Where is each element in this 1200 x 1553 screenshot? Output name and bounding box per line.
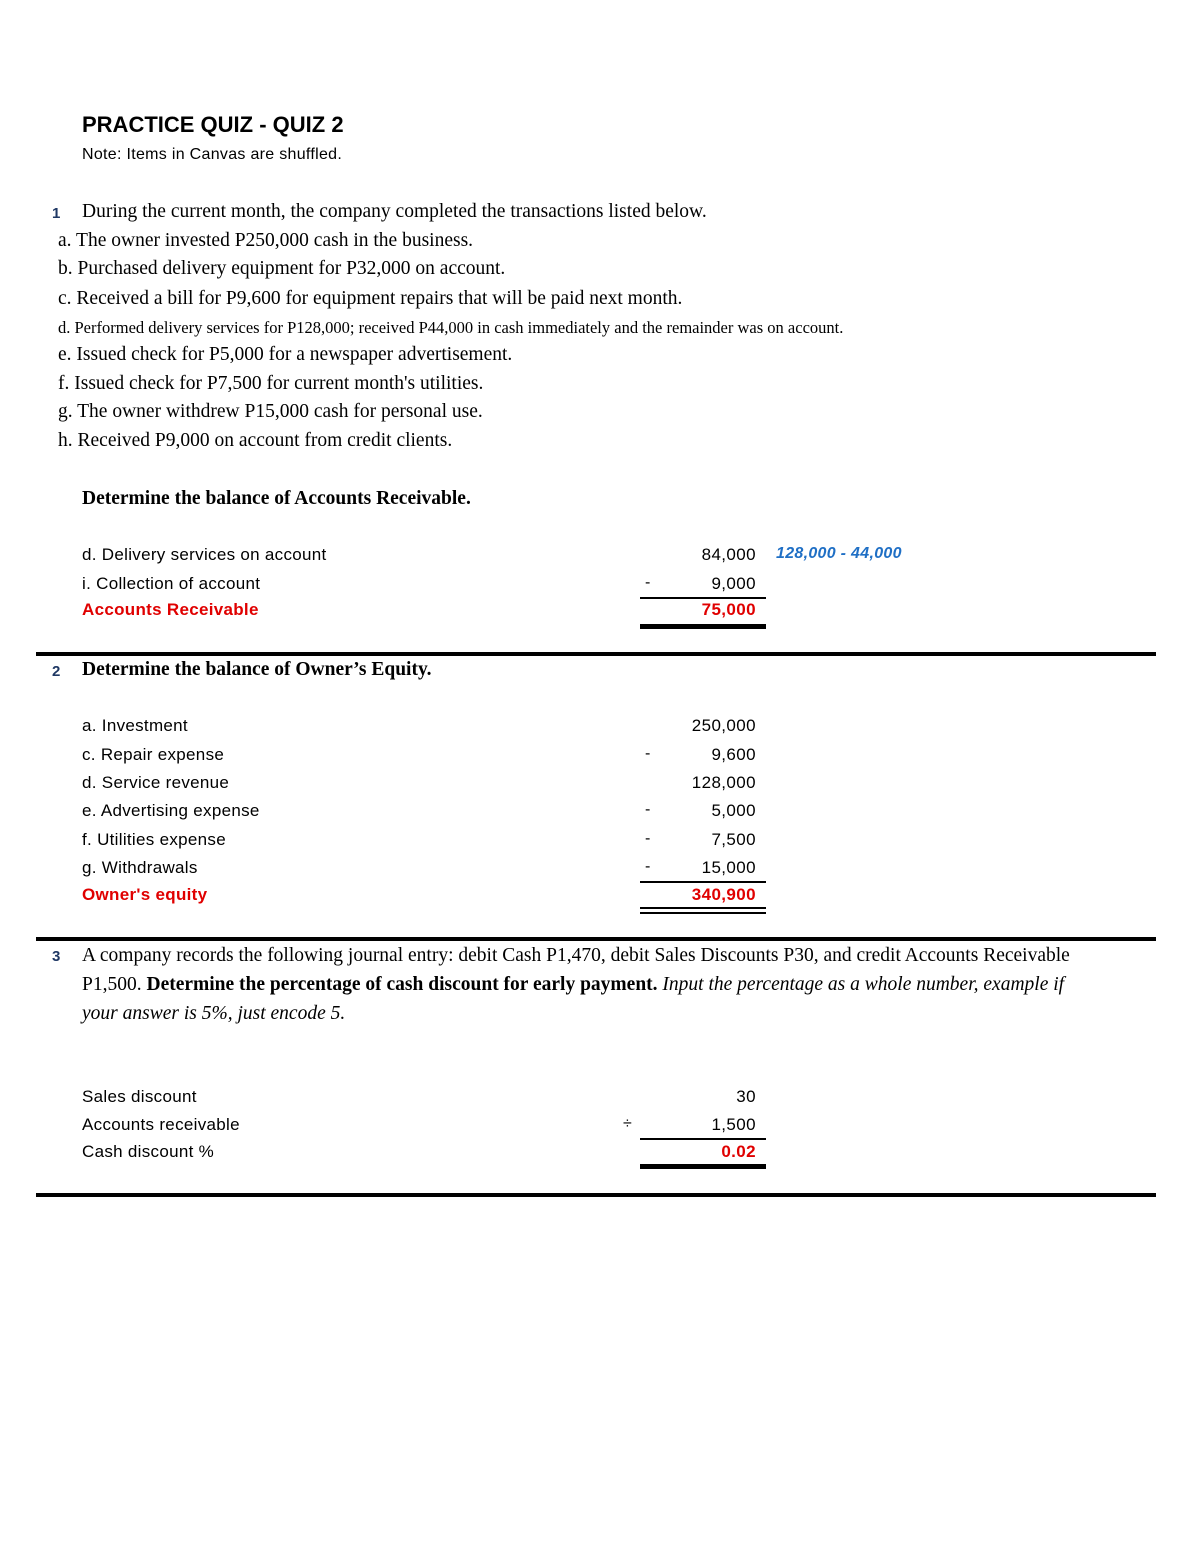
q3-row-value: 30 <box>736 1087 756 1106</box>
section-divider <box>36 1193 1156 1197</box>
q3-row-value: 1,500 <box>711 1115 756 1134</box>
minus-operator: - <box>645 858 651 875</box>
q2-row-value: 128,000 <box>691 773 756 792</box>
q1-result-value: 75,000 <box>701 600 756 619</box>
q2-question: Determine the balance of Owner’s Equity. <box>82 659 432 680</box>
q2-row-value: 250,000 <box>691 716 756 735</box>
minus-operator: - <box>645 801 651 818</box>
transaction-d: d. Performed delivery services for P128,000; received P44,000 in cash immediately and the remainder was on account. <box>58 318 844 337</box>
q2-row-value: 9,600 <box>711 745 756 764</box>
total-rule <box>640 624 766 629</box>
q1-row-label: i. Collection of account <box>82 574 261 593</box>
q3-row-label: Accounts receivable <box>82 1115 240 1134</box>
minus-operator: - <box>645 830 651 847</box>
q2-row-value: 15,000 <box>701 858 756 877</box>
question-number-1: 1 <box>52 205 61 222</box>
q1-row-value: 84,000 <box>701 545 756 564</box>
question-number-2: 2 <box>52 663 61 680</box>
subtotal-rule <box>640 1138 766 1140</box>
question-number-3: 3 <box>52 948 61 965</box>
double-rule-top <box>640 907 766 909</box>
q2-row-label: a. Investment <box>82 716 188 735</box>
q2-row-label: g. Withdrawals <box>82 858 198 877</box>
q2-row-label: f. Utilities expense <box>82 830 226 849</box>
page-note: Note: Items in Canvas are shuffled. <box>82 146 343 163</box>
section-divider <box>36 652 1156 656</box>
q2-result-value: 340,900 <box>691 885 756 904</box>
subtotal-rule <box>640 881 766 883</box>
transaction-b: b. Purchased delivery equipment for P32,000 on account. <box>58 258 506 279</box>
total-rule <box>640 1164 766 1169</box>
q2-row-label: d. Service revenue <box>82 773 230 792</box>
transaction-h: h. Received P9,000 on account from credit clients. <box>58 430 453 451</box>
transaction-c: c. Received a bill for P9,600 for equipment repairs that will be paid next month. <box>58 288 683 309</box>
double-rule-bottom <box>640 912 766 914</box>
q3-paragraph <box>82 941 1092 1028</box>
q2-row-label: e. Advertising expense <box>82 801 260 820</box>
transaction-a: a. The owner invested P250,000 cash in the business. <box>58 230 474 251</box>
minus-operator: - <box>645 574 651 591</box>
q3-row-label: Sales discount <box>82 1087 197 1106</box>
q2-row-value: 7,500 <box>711 830 756 849</box>
q1-row-note: 128,000 - 44,000 <box>776 545 902 562</box>
q1-row-value: 9,000 <box>711 574 756 593</box>
q3-result-label: Cash discount % <box>82 1142 215 1161</box>
transaction-f: f. Issued check for P7,500 for current month's utilities. <box>58 373 484 394</box>
divide-operator: ÷ <box>623 1115 632 1132</box>
q3-text-plain: A company records the following journal entry: debit Cash P1,470, debit Sales Discounts P30, and credit Accounts Receivable P1,500. <box>82 945 1070 995</box>
q1-row-label: d. Delivery services on account <box>82 545 327 564</box>
q2-row-value: 5,000 <box>711 801 756 820</box>
q3-result-value: 0.02 <box>721 1142 756 1161</box>
q1-prompt: During the current month, the company completed the transactions listed below. <box>82 201 707 222</box>
page-title: PRACTICE QUIZ - QUIZ 2 <box>82 112 344 137</box>
q2-result-label: Owner's equity <box>82 885 208 904</box>
minus-operator: - <box>645 745 651 762</box>
q1-result-label: Accounts Receivable <box>82 600 259 619</box>
q2-row-label: c. Repair expense <box>82 745 225 764</box>
transaction-g: g. The owner withdrew P15,000 cash for personal use. <box>58 401 483 422</box>
q3-text-bold: Determine the percentage of cash discount for early payment. <box>146 974 658 995</box>
q3-text-italic: Input the percentage as a whole number, example if your answer is 5%, just encode 5. <box>82 974 1065 1024</box>
subtotal-rule <box>640 597 766 599</box>
transaction-e: e. Issued check for P5,000 for a newspaper advertisement. <box>58 344 513 365</box>
q1-question: Determine the balance of Accounts Receivable. <box>82 488 471 509</box>
